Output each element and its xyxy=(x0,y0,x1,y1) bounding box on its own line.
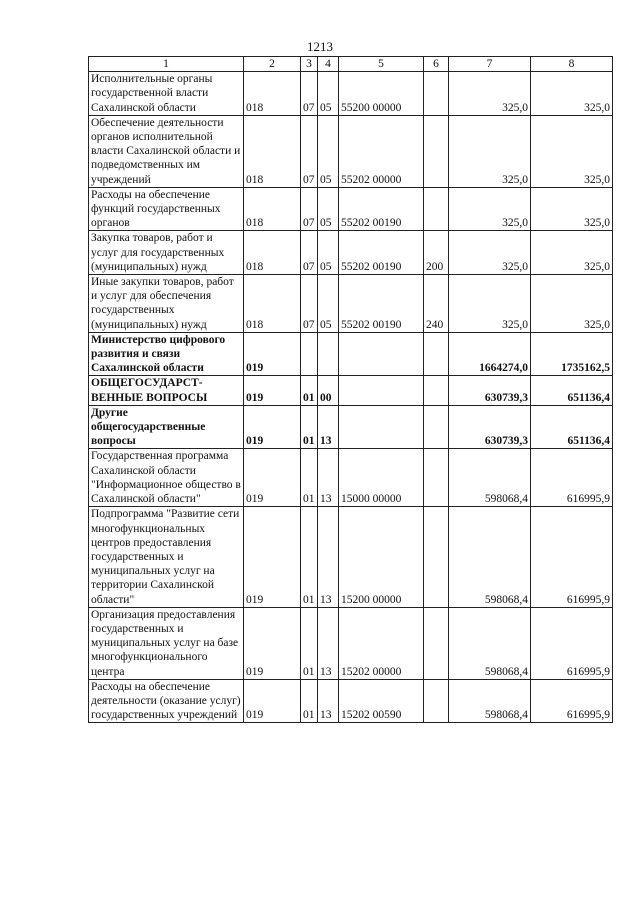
table-row xyxy=(89,332,613,376)
table-row xyxy=(89,187,613,231)
section-code-cell: 01 xyxy=(301,376,318,405)
row-name-cell: Организация предоставления государственных и муниципальных услуг на базе многофункционального центра xyxy=(89,607,244,679)
subsection-code-cell: 05 xyxy=(318,115,339,187)
admin-code-cell: 019 xyxy=(244,679,301,723)
amount-year-1-cell: 598068,4 xyxy=(449,679,531,723)
table-row xyxy=(89,679,613,723)
target-article-code-cell xyxy=(339,376,424,405)
amount-year-2-cell: 616995,9 xyxy=(531,607,613,679)
target-article-code-cell xyxy=(339,405,424,449)
expense-type-code-cell xyxy=(424,607,449,679)
expense-type-code-cell xyxy=(424,187,449,231)
amount-year-1-cell: 325,0 xyxy=(449,115,531,187)
admin-code-cell: 019 xyxy=(244,332,301,376)
row-name-cell: Обеспечение деятельности органов исполнительной власти Сахалинской области и подведомственных им учреждений xyxy=(89,115,244,187)
row-name-cell: Другие общегосударственные вопросы xyxy=(89,405,244,449)
amount-year-1-cell: 598068,4 xyxy=(449,607,531,679)
amount-year-2-cell: 325,0 xyxy=(531,275,613,333)
row-name-cell: Расходы на обеспечение функций государственных органов xyxy=(89,187,244,231)
table-body xyxy=(89,72,613,723)
target-article-code-cell xyxy=(339,332,424,376)
subsection-code-cell: 13 xyxy=(318,405,339,449)
section-code-cell: 01 xyxy=(301,507,318,607)
amount-year-1-cell: 325,0 xyxy=(449,187,531,231)
expense-type-code-cell xyxy=(424,449,449,507)
expense-type-code-cell xyxy=(424,405,449,449)
table-row xyxy=(89,449,613,507)
amount-year-1-cell: 325,0 xyxy=(449,275,531,333)
subsection-code-cell: 13 xyxy=(318,507,339,607)
table-row xyxy=(89,507,613,607)
amount-year-1-cell: 598068,4 xyxy=(449,449,531,507)
table-row xyxy=(89,376,613,405)
row-name-cell: Исполнительные органы государственной власти Сахалинской области xyxy=(89,72,244,116)
admin-code-cell: 019 xyxy=(244,607,301,679)
admin-code-cell: 019 xyxy=(244,376,301,405)
section-code-cell xyxy=(301,332,318,376)
expense-type-code-cell xyxy=(424,332,449,376)
amount-year-1-cell: 1664274,0 xyxy=(449,332,531,376)
subsection-code-cell: 05 xyxy=(318,72,339,116)
target-article-code-cell: 55202 00190 xyxy=(339,275,424,333)
amount-year-2-cell: 616995,9 xyxy=(531,679,613,723)
column-header: 5 xyxy=(339,57,424,72)
column-header: 4 xyxy=(318,57,339,72)
expense-type-code-cell xyxy=(424,115,449,187)
section-code-cell: 07 xyxy=(301,187,318,231)
column-header: 2 xyxy=(244,57,301,72)
subsection-code-cell: 05 xyxy=(318,275,339,333)
target-article-code-cell: 15202 00000 xyxy=(339,607,424,679)
column-header: 1 xyxy=(89,57,244,72)
section-code-cell: 07 xyxy=(301,231,318,275)
expense-type-code-cell xyxy=(424,507,449,607)
table-row xyxy=(89,607,613,679)
admin-code-cell: 018 xyxy=(244,115,301,187)
section-code-cell: 07 xyxy=(301,115,318,187)
target-article-code-cell: 55202 00190 xyxy=(339,187,424,231)
section-code-cell: 01 xyxy=(301,679,318,723)
table-row xyxy=(89,115,613,187)
target-article-code-cell: 55202 00190 xyxy=(339,231,424,275)
target-article-code-cell: 15200 00000 xyxy=(339,507,424,607)
expense-type-code-cell: 200 xyxy=(424,231,449,275)
section-code-cell: 07 xyxy=(301,72,318,116)
table-row xyxy=(89,275,613,333)
subsection-code-cell: 00 xyxy=(318,376,339,405)
amount-year-2-cell: 325,0 xyxy=(531,187,613,231)
expense-type-code-cell: 240 xyxy=(424,275,449,333)
target-article-code-cell: 15202 00590 xyxy=(339,679,424,723)
row-name-cell: Иные закупки товаров, работ и услуг для обеспечения государственных (муниципальных) нужд xyxy=(89,275,244,333)
column-header: 3 xyxy=(301,57,318,72)
table-row xyxy=(89,405,613,449)
admin-code-cell: 019 xyxy=(244,405,301,449)
row-name-cell: Подпрограмма "Развитие сети многофункциональных центров предоставления государственных и муниципальных услуг на территории Сахалинской области" xyxy=(89,507,244,607)
amount-year-2-cell: 651136,4 xyxy=(531,405,613,449)
subsection-code-cell: 13 xyxy=(318,679,339,723)
amount-year-1-cell: 598068,4 xyxy=(449,507,531,607)
column-header: 7 xyxy=(449,57,531,72)
amount-year-2-cell: 325,0 xyxy=(531,115,613,187)
table-row xyxy=(89,72,613,116)
page-number: 1213 xyxy=(307,39,333,54)
expense-type-code-cell xyxy=(424,72,449,116)
amount-year-1-cell: 325,0 xyxy=(449,231,531,275)
amount-year-1-cell: 325,0 xyxy=(449,72,531,116)
target-article-code-cell: 55202 00000 xyxy=(339,115,424,187)
section-code-cell: 01 xyxy=(301,607,318,679)
row-name-cell: Государственная программа Сахалинской области "Информационное общество в Сахалинской области" xyxy=(89,449,244,507)
section-code-cell: 07 xyxy=(301,275,318,333)
subsection-code-cell: 05 xyxy=(318,231,339,275)
admin-code-cell: 018 xyxy=(244,275,301,333)
header-row xyxy=(89,57,613,72)
row-name-cell: Министерство цифрового развития и связи Сахалинской области xyxy=(89,332,244,376)
amount-year-1-cell: 630739,3 xyxy=(449,405,531,449)
column-header: 8 xyxy=(531,57,613,72)
admin-code-cell: 018 xyxy=(244,187,301,231)
admin-code-cell: 018 xyxy=(244,231,301,275)
row-name-cell: Расходы на обеспечение деятельности (оказание услуг) государственных учреждений xyxy=(89,679,244,723)
amount-year-2-cell: 325,0 xyxy=(531,72,613,116)
admin-code-cell: 019 xyxy=(244,507,301,607)
expense-type-code-cell xyxy=(424,679,449,723)
target-article-code-cell: 55200 00000 xyxy=(339,72,424,116)
row-name-cell: ОБЩЕГОСУДАРСТ-ВЕННЫЕ ВОПРОСЫ xyxy=(89,376,244,405)
subsection-code-cell: 13 xyxy=(318,449,339,507)
amount-year-2-cell: 616995,9 xyxy=(531,449,613,507)
subsection-code-cell: 13 xyxy=(318,607,339,679)
subsection-code-cell xyxy=(318,332,339,376)
section-code-cell: 01 xyxy=(301,405,318,449)
subsection-code-cell: 05 xyxy=(318,187,339,231)
row-name-cell: Закупка товаров, работ и услуг для государственных (муниципальных) нужд xyxy=(89,231,244,275)
amount-year-2-cell: 651136,4 xyxy=(531,376,613,405)
expense-type-code-cell xyxy=(424,376,449,405)
amount-year-2-cell: 325,0 xyxy=(531,231,613,275)
admin-code-cell: 018 xyxy=(244,72,301,116)
amount-year-1-cell: 630739,3 xyxy=(449,376,531,405)
table-row xyxy=(89,231,613,275)
amount-year-2-cell: 1735162,5 xyxy=(531,332,613,376)
budget-table xyxy=(88,56,613,723)
column-header: 6 xyxy=(424,57,449,72)
amount-year-2-cell: 616995,9 xyxy=(531,507,613,607)
section-code-cell: 01 xyxy=(301,449,318,507)
admin-code-cell: 019 xyxy=(244,449,301,507)
target-article-code-cell: 15000 00000 xyxy=(339,449,424,507)
